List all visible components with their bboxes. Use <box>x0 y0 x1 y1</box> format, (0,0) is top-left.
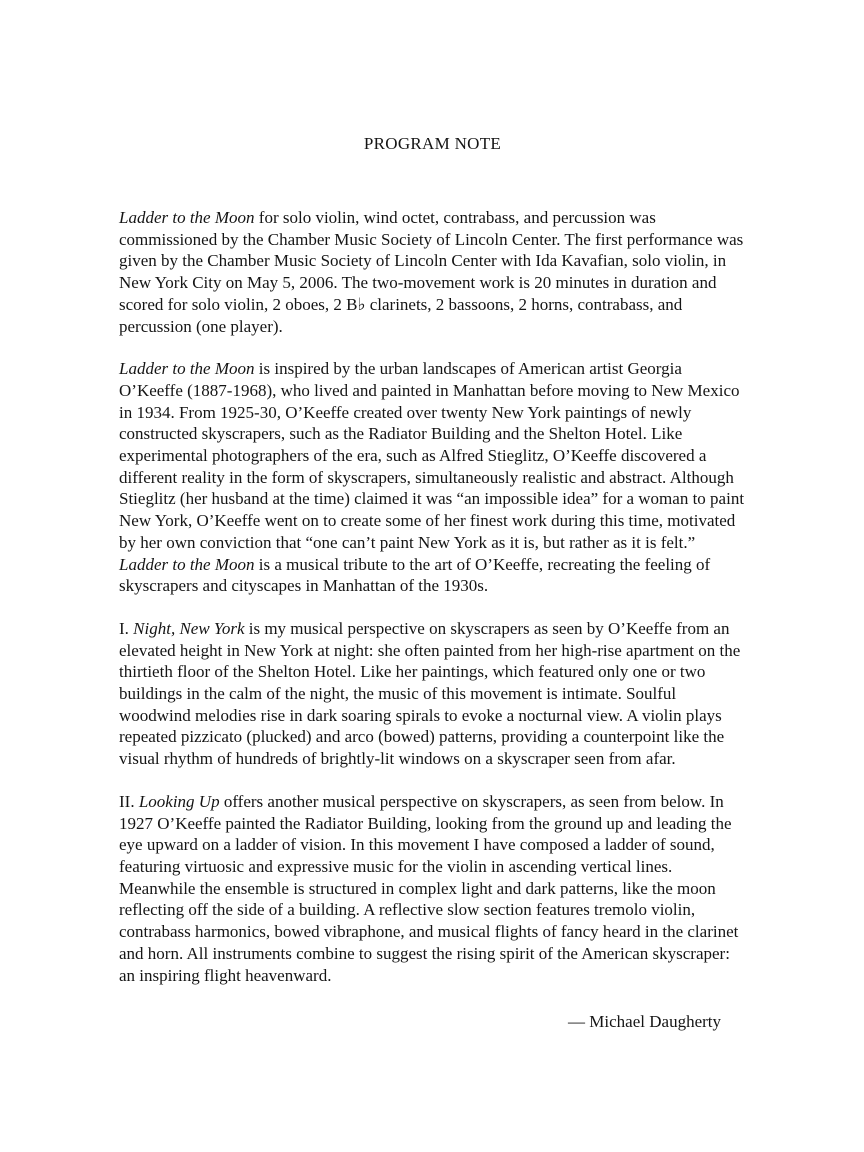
page-title: PROGRAM NOTE <box>363 134 502 153</box>
document-body <box>119 207 746 986</box>
paragraph-commission: Ladder to the Moon for solo violin, wind octet, contrabass, and percussion was commissioned by the Chamber Music Society of Lincoln Center. The first performance was given by the Chamber Music Society of Lincoln Center with Ida Kavafian, solo violin, in New York City on May 5, 2006. The two-movement work is 20 minutes in duration and scored for solo violin, 2 oboes, 2 B♭ clarinets, 2 bassoons, 2 horns, contrabass, and percussion (one player). <box>119 208 744 336</box>
paragraph-movement-1: I. Night, New York is my musical perspective on skyscrapers as seen by O’Keeffe from an elevated height in New York at night: she often painted from her high-rise apartment on the thirtieth floor of the Shelton Hotel. Like her paintings, which featured only one or two buildings in the calm of the night, the music of this movement is intimate. Soulful woodwind melodies rise in dark soaring spirals to evoke a nocturnal view. A violin plays repeated pizzicato (plucked) and arco (bowed) patterns, providing a counterpoint like the visual rhythm of hundreds of brightly-lit windows on a skyscraper seen from afar. <box>119 618 741 769</box>
paragraph-movement-2: II. Looking Up offers another musical perspective on skyscrapers, as seen from below. In 1927 O’Keeffe painted the Radiator Building, looking from the ground up and leading the eye upward on a ladder of vision. In this movement I have composed a ladder of sound, featuring virtuosic and expressive music for the violin in ascending vertical lines. Meanwhile the ensemble is structured in complex light and dark patterns, like the moon reflecting off the side of a building. A reflective slow section features tremolo violin, contrabass harmonics, bowed vibraphone, and musical flights of fancy heard in the clarinet and horn. All instruments combine to suggest the rising spirit of the American skyscraper: an inspiring flight heavenward. <box>119 791 739 985</box>
paragraph-inspiration: Ladder to the Moon is inspired by the urban landscapes of American artist Georgia O’Keeffe (1887-1968), who lived and painted in Manhattan before moving to New Mexico in 1934. From 1925-30, O’Keeffe created over twenty New York paintings of newly constructed skyscrapers, such as the Radiator Building and the Shelton Hotel. Like experimental photographers of the era, such as Alfred Stieglitz, O’Keeffe discovered a different reality in the form of skyscrapers, simultaneously realistic and abstract. Although Stieglitz (her husband at the time) claimed it was “an impossible idea” for a woman to paint New York, O’Keeffe went on to create some of her finest work during this time, motivated by her own conviction that “one can’t paint New York as it is, but rather as it is felt.” Ladder to the Moon is a musical tribute to the art of O’Keeffe, recreating the feeling of skyscrapers and cityscapes in Manhattan of the 1930s. <box>119 359 745 596</box>
author-signature: — Michael Daugherty <box>568 1012 721 1032</box>
